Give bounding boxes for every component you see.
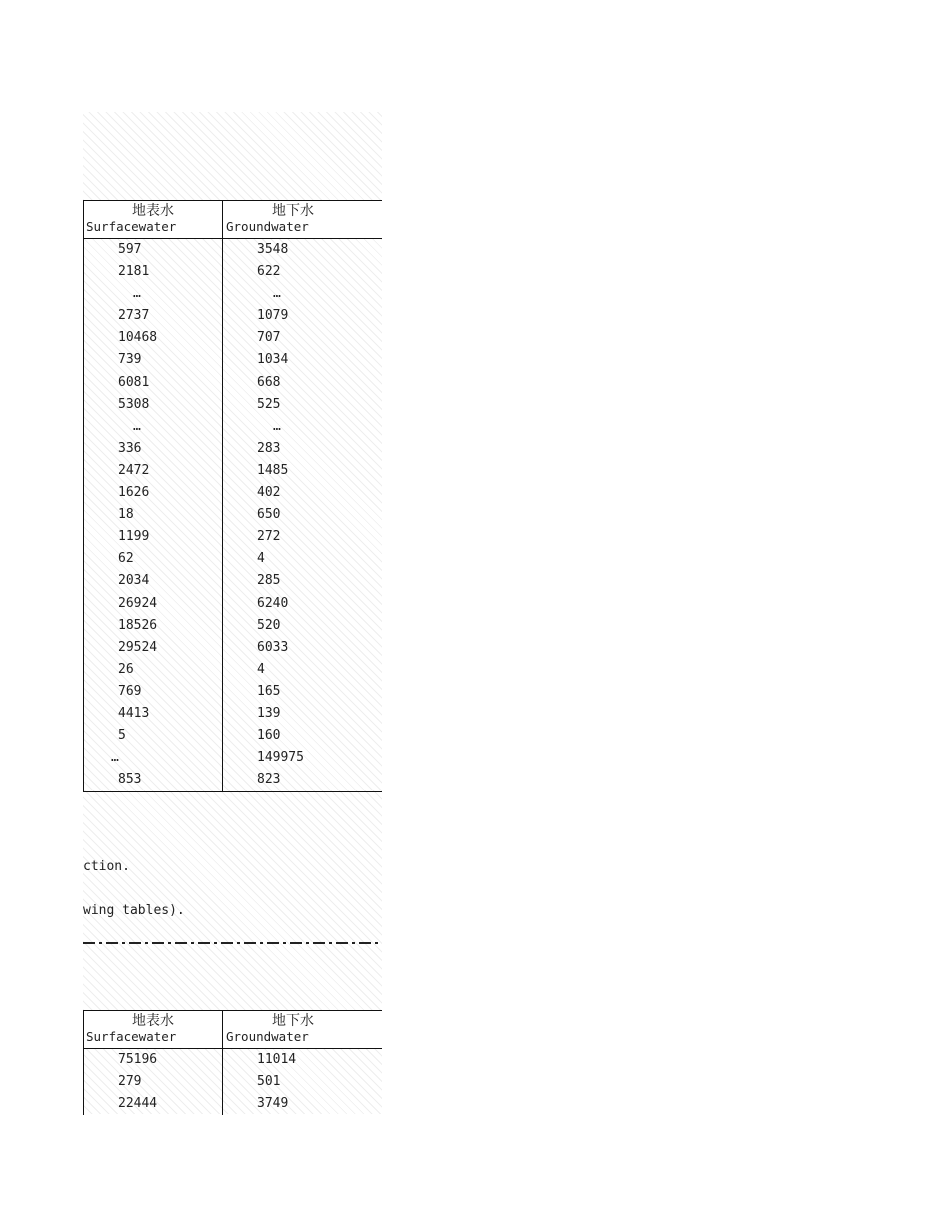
table-row: [83, 526, 382, 548]
table-left-border: [83, 201, 84, 791]
cell-surfacewater: 5: [118, 728, 126, 744]
cell-surfacewater: 26: [118, 661, 134, 677]
cell-surfacewater: 18: [118, 507, 134, 523]
cell-surfacewater: 75196: [118, 1052, 158, 1067]
water-table-1: [83, 200, 382, 792]
cell-groundwater: 520: [257, 617, 281, 633]
header-zh-label: 地表水: [132, 1013, 174, 1029]
cell-groundwater: 3548: [257, 242, 289, 257]
header-groundwater: [223, 201, 363, 238]
table-row: [83, 747, 382, 769]
cell-surfacewater: 26924: [118, 595, 158, 611]
cell-groundwater: 4: [257, 551, 265, 567]
table-row: [83, 615, 382, 637]
column-divider: [222, 1011, 223, 1115]
table-row: [83, 372, 382, 394]
header-en-label: Surfacewater: [86, 219, 177, 234]
table-row: [83, 681, 382, 703]
cell-surfacewater: 22444: [118, 1096, 158, 1112]
table-body: [83, 239, 382, 791]
cell-surfacewater: 336: [118, 440, 142, 456]
table-row: [83, 659, 382, 681]
header-surfacewater: [83, 1011, 223, 1048]
cell-surfacewater: 769: [118, 683, 142, 699]
cell-groundwater: 165: [257, 683, 281, 699]
cell-groundwater: 707: [257, 330, 281, 346]
cell-surfacewater: …: [133, 418, 141, 434]
table-row: [83, 482, 382, 504]
table-row: [83, 327, 382, 349]
cell-groundwater: 668: [257, 374, 281, 390]
table-row: [83, 394, 382, 416]
header-surfacewater: [83, 201, 223, 238]
cell-groundwater: 4: [257, 661, 265, 677]
cell-groundwater: 272: [257, 529, 281, 545]
table-body: [83, 1049, 382, 1115]
header-zh-label: 地下水: [272, 1013, 314, 1029]
cell-groundwater: 823: [257, 772, 281, 788]
hatched-background-middle: [83, 790, 382, 1010]
cell-surfacewater: 853: [118, 772, 142, 788]
cell-surfacewater: 279: [118, 1074, 142, 1090]
cell-surfacewater: 1626: [118, 485, 150, 501]
table-row: [83, 504, 382, 526]
table-row: [83, 1071, 382, 1093]
hatched-background-top: [83, 112, 382, 200]
cell-groundwater: 139: [257, 705, 281, 721]
note-line-1: ction.: [83, 859, 130, 874]
header-en-label: Surfacewater: [86, 1029, 177, 1044]
table-row: [83, 305, 382, 327]
header-zh-label: 地下水: [272, 203, 314, 219]
table-row: [83, 460, 382, 482]
cell-groundwater: 149975: [257, 750, 304, 766]
header-en-label: Groundwater: [226, 1029, 309, 1044]
cell-groundwater: 285: [257, 573, 281, 589]
cell-groundwater: 1034: [257, 352, 289, 368]
cell-surfacewater: 29524: [118, 639, 158, 655]
table-row: [83, 416, 382, 438]
cell-surfacewater: 2181: [118, 264, 150, 280]
cell-surfacewater: 5308: [118, 396, 150, 412]
table-row: [83, 593, 382, 615]
cell-surfacewater: …: [111, 750, 119, 766]
cell-groundwater: 6033: [257, 639, 289, 655]
header-en-label: Groundwater: [226, 219, 309, 234]
table-row: [83, 438, 382, 460]
cell-surfacewater: 597: [118, 242, 142, 257]
table-row: [83, 349, 382, 371]
cell-groundwater: 3749: [257, 1096, 289, 1112]
cell-surfacewater: 2034: [118, 573, 150, 589]
cell-groundwater: 283: [257, 440, 281, 456]
column-divider: [222, 201, 223, 791]
cell-surfacewater: …: [133, 286, 141, 302]
cell-surfacewater: 2472: [118, 462, 150, 478]
cell-groundwater: 11014: [257, 1052, 297, 1067]
table-row: [83, 261, 382, 283]
cell-groundwater: 501: [257, 1074, 281, 1090]
cell-surfacewater: 4413: [118, 705, 150, 721]
table-row: [83, 283, 382, 305]
cell-groundwater: 1485: [257, 462, 289, 478]
table-row: [83, 239, 382, 261]
cell-surfacewater: 2737: [118, 308, 150, 324]
table-row: [83, 725, 382, 747]
table-row: [83, 1049, 382, 1071]
cell-groundwater: 402: [257, 485, 281, 501]
cell-groundwater: …: [273, 286, 281, 302]
cell-groundwater: 525: [257, 396, 281, 412]
table-left-border: [83, 1011, 84, 1115]
cell-surfacewater: 62: [118, 551, 134, 567]
dash-dot-separator: [83, 942, 382, 944]
table-row: [83, 570, 382, 592]
header-groundwater: [223, 1011, 363, 1048]
cell-surfacewater: 6081: [118, 374, 150, 390]
cell-surfacewater: 739: [118, 352, 142, 368]
table-row: [83, 637, 382, 659]
cell-groundwater: 6240: [257, 595, 289, 611]
table-row: [83, 769, 382, 791]
table-header: [83, 1011, 382, 1049]
water-table-2: [83, 1010, 382, 1115]
cell-groundwater: 650: [257, 507, 281, 523]
cell-surfacewater: 1199: [118, 529, 150, 545]
cell-groundwater: 1079: [257, 308, 289, 324]
cell-groundwater: 160: [257, 728, 281, 744]
cell-surfacewater: 10468: [118, 330, 158, 346]
cell-groundwater: 622: [257, 264, 281, 280]
table-header: [83, 201, 382, 239]
cell-surfacewater: 18526: [118, 617, 158, 633]
header-zh-label: 地表水: [132, 203, 174, 219]
table-row: [83, 1093, 382, 1115]
table-row: [83, 548, 382, 570]
cell-groundwater: …: [273, 418, 281, 434]
note-line-2: wing tables).: [83, 903, 185, 918]
table-row: [83, 703, 382, 725]
